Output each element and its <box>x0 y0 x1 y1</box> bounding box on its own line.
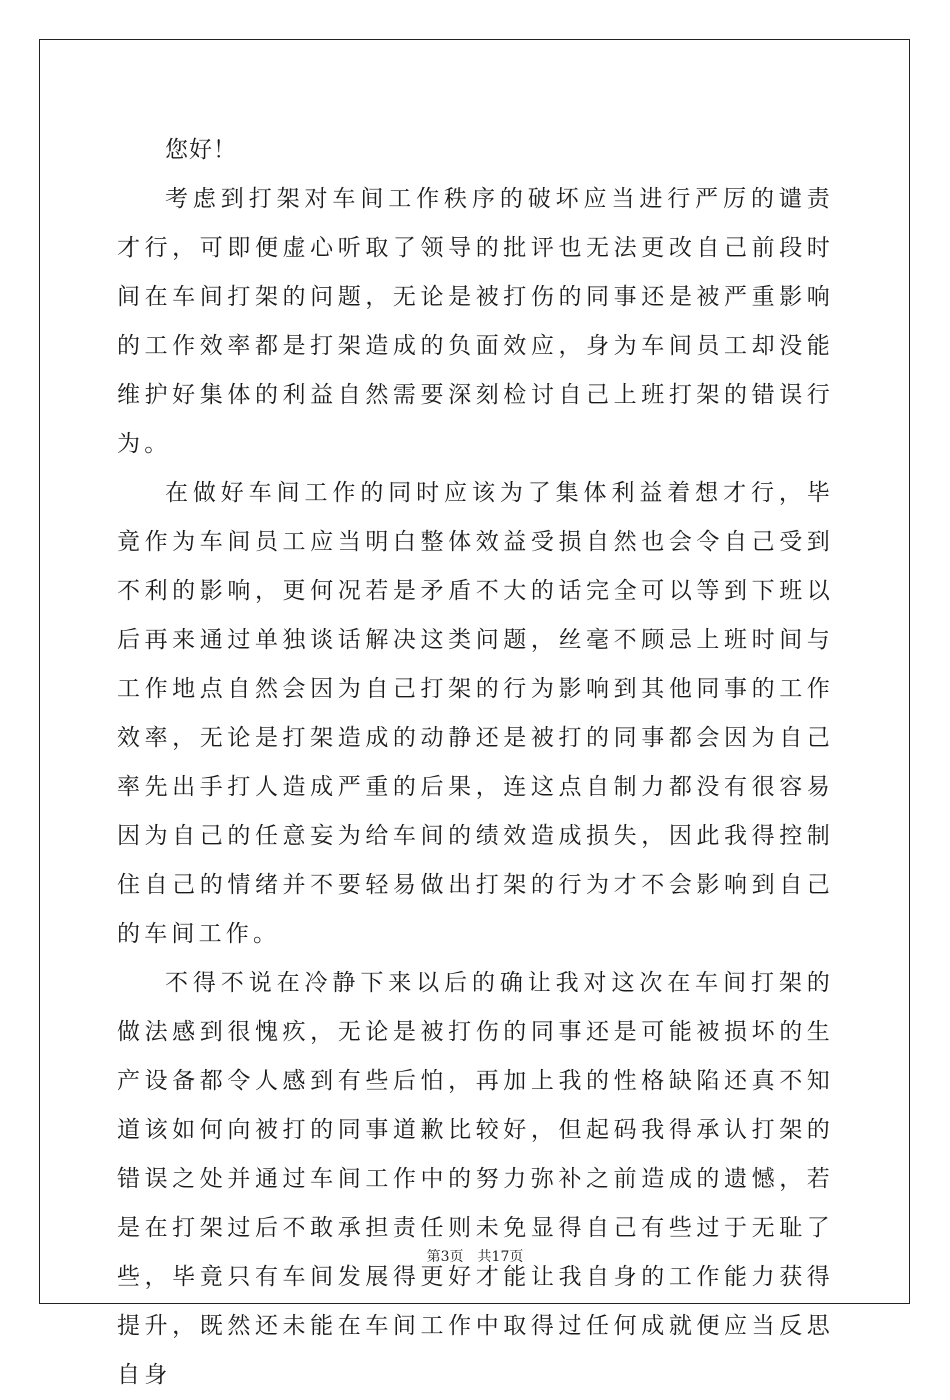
document-body <box>117 126 834 1400</box>
page-footer <box>0 1246 950 1266</box>
paragraph-2: 在做好车间工作的同时应该为了集体利益着想才行，毕竟作为车间员工应当明白整体效益受损自然也会令自己受到不利的影响，更何况若是矛盾不大的话完全可以等到下班以后再来通过单独谈话解决这类问题，丝毫不顾忌上班时间与工作地点自然会因为自己打架的行为影响到其他同事的工作效率，无论是打架造成的动静还是被打的同事都会因为自己率先出手打人造成严重的后果，连这点自制力都没有很容易因为自己的任意妄为给车间的绩效造成损失，因此我得控制住自己的情绪并不要轻易做出打架的行为才不会影响到自己的车间工作。 <box>117 480 834 947</box>
total-pages: 共17页 <box>477 1249 524 1265</box>
greeting: 您好！ <box>165 137 237 163</box>
current-page-number: 第3页 <box>426 1249 464 1265</box>
paragraph-3: 不得不说在冷静下来以后的确让我对这次在车间打架的做法感到很愧疚，无论是被打伤的同事还是可能被损坏的生产设备都令人感到有些后怕，再加上我的性格缺陷还真不知道该如何向被打的同事道歉比较好，但起码我得承认打架的错误之处并通过车间工作中的努力弥补之前造成的遗憾，若是在打架过后不敢承担责任则未免显得自己有些过于无耻了些，毕竟只有车间发展得更好才能让我自身的工作能力获得提升，既然还未能在车间工作中取得过任何成就便应当反思自身 <box>117 970 834 1388</box>
paragraph-1: 考虑到打架对车间工作秩序的破坏应当进行严厉的谴责才行，可即便虚心听取了领导的批评也无法更改自己前段时间在车间打架的问题，无论是被打伤的同事还是被严重影响的工作效率都是打架造成的负面效应，身为车间员工却没能维护好集体的利益自然需要深刻检讨自己上班打架的错误行为。 <box>117 186 834 457</box>
